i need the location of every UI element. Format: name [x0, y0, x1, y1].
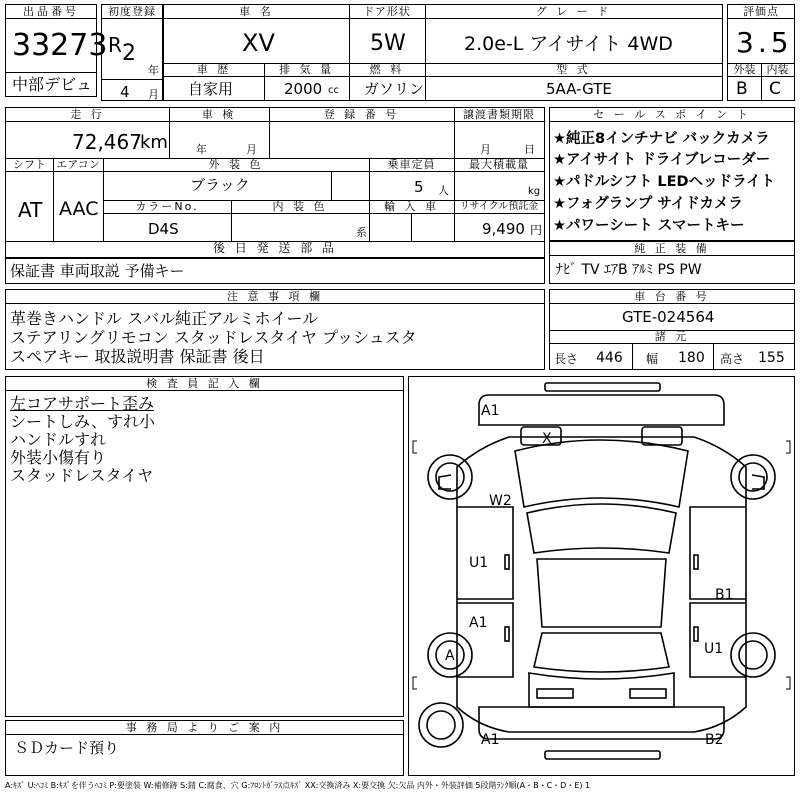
- shift-value: AT: [18, 198, 43, 222]
- notes-line-1: 革巻きハンドル スバル純正アルミホイール: [10, 309, 319, 328]
- first-reg-era: R: [108, 33, 122, 57]
- inspection-year-unit: 年: [196, 143, 207, 156]
- mileage-unit: km: [140, 132, 168, 153]
- width-value: 180: [678, 350, 705, 366]
- ext-score-value: B: [736, 79, 748, 99]
- int-score-value: C: [769, 79, 781, 99]
- equipment-box: [549, 241, 795, 284]
- office-box: [5, 720, 404, 776]
- inspector-line-5: スタッドレスタイヤ: [10, 466, 154, 485]
- door-value: 5W: [370, 31, 406, 56]
- recycle-unit: 円: [530, 223, 543, 237]
- ext-color-value: ブラック: [190, 176, 250, 194]
- capacity-unit: 人: [438, 184, 449, 197]
- chassis-label: 車 台 番 号: [550, 290, 794, 304]
- selling-point-5: ★パワーシート スマートキー: [553, 218, 745, 234]
- ext-color-label: 外 装 色: [103, 158, 369, 172]
- history-value: 自家用: [188, 80, 234, 98]
- ac-label: エアコン: [53, 158, 103, 172]
- notes-line-2: ステアリングリモコン スタッドレスタイヤ プッシュスタ: [10, 328, 417, 347]
- equipment-value: ﾅﾋﾞ TV ｴｱB ｱﾙﾐ PS PW: [556, 262, 702, 278]
- selling-point-4: ★フォグランプ サイドカメラ: [553, 196, 743, 212]
- recycle-label: リサイクル預託金: [454, 200, 544, 214]
- office-label: 事 務 局 よ り ご 案 内: [6, 721, 403, 735]
- mark-right-rear-quarter: U1: [704, 641, 724, 657]
- int-color-label: 内 装 色: [231, 200, 369, 214]
- first-reg-box: [101, 4, 163, 101]
- import-label: 輸 入 車: [369, 200, 454, 214]
- height-value: 155: [758, 350, 785, 366]
- selling-point-3: ★パドルシフト LEDヘッドライト: [553, 174, 776, 190]
- displacement-label: 排 気 量: [264, 63, 349, 77]
- inspector-line-1: 左コアサポート歪み: [10, 394, 155, 413]
- lot-label: 出品番号: [6, 5, 96, 19]
- height-label: 高さ: [720, 352, 745, 366]
- score-label: 評価点: [728, 5, 794, 19]
- int-score-label: 内装: [761, 63, 794, 77]
- max-load-label: 最大積載量: [454, 158, 544, 172]
- inspector-label: 検 査 員 記 入 欄: [6, 377, 403, 391]
- capacity-label: 乗車定員: [369, 158, 454, 172]
- int-color-suffix: 系: [356, 226, 367, 239]
- detail-grid: [5, 107, 545, 259]
- mark-left-front-fender: W2: [489, 493, 512, 509]
- shift-label: シフト: [6, 158, 53, 172]
- capacity-value: 5: [414, 178, 424, 196]
- later-parts-value: 保証書 車両取説 予備キー: [10, 262, 185, 280]
- width-label: 幅: [646, 352, 659, 366]
- score-box: [727, 4, 795, 101]
- inspection-month-unit: 月: [246, 143, 257, 156]
- notes-line-3: スペアキー 取扱説明書 保証書 後日: [10, 347, 265, 366]
- selling-points-box: [549, 107, 795, 241]
- displacement-value: 2000: [284, 80, 323, 98]
- mark-right-rear-door: B1: [715, 587, 734, 603]
- mileage-value: 72,467: [72, 130, 142, 154]
- car-outline: [409, 377, 794, 775]
- inspection-label: 車 検: [169, 108, 269, 122]
- notes-label: 注 意 事 項 欄: [6, 290, 544, 304]
- reg-no-label: 登 録 番 号: [269, 108, 454, 122]
- inspector-line-3: ハンドルすれ: [10, 430, 107, 449]
- color-no-label: カラーNo.: [103, 200, 231, 214]
- legend: A:ｷｽﾞ U:ﾍｺﾐ B:ｷｽﾞを伴うﾍｺﾐ P:要塗装 W:補修跡 S:錆 C:腐食、穴 G:ﾌﾛﾝﾄｶﾞﾗｽ点ｷｽﾞ XX:交換済み X:要交換 欠:欠品 内外・外装評価 5段階ﾗﾝｸ順(A・B・C・D・E) 1: [5, 781, 591, 790]
- ext-score-label: 外装: [728, 63, 761, 77]
- fuel-value: ガソリン: [364, 80, 425, 98]
- chassis-box: [549, 289, 795, 370]
- damage-diagram: [408, 376, 795, 776]
- inspector-line-4: 外装小傷有り: [10, 448, 107, 467]
- chassis-value: GTE-024564: [622, 308, 715, 326]
- grade-label: グ レ ー ド: [425, 5, 722, 19]
- lot-box: [5, 4, 108, 97]
- later-parts-label: 後 日 発 送 部 品: [212, 241, 338, 255]
- dims-label: 諸 元: [550, 330, 794, 344]
- spec-grid: [163, 4, 723, 101]
- office-value: ＳＤカード預り: [14, 739, 120, 757]
- mark-left-rear-wheel: A: [445, 648, 455, 664]
- mark-windshield: X: [542, 431, 552, 447]
- car-name-label: 車 名: [164, 5, 349, 19]
- ac-value: AAC: [59, 198, 99, 220]
- mark-front-bumper: A1: [481, 403, 500, 419]
- selling-point-1: ★純正8インチナビ バックカメラ: [553, 131, 770, 147]
- length-label: 長さ: [554, 352, 579, 366]
- later-parts-value-box: [5, 257, 545, 284]
- grade-value: 2.0e-L アイサイト 4WD: [464, 33, 673, 55]
- transfer-month-unit: 月: [480, 143, 491, 156]
- first-reg-year-unit: 年: [148, 64, 159, 77]
- first-reg-year: 2: [122, 41, 136, 66]
- length-value: 446: [596, 350, 623, 366]
- fuel-label: 燃 料: [349, 63, 425, 77]
- mileage-label: 走 行: [6, 108, 169, 122]
- displacement-unit: cc: [328, 85, 339, 96]
- mark-rear-right: B2: [705, 732, 724, 748]
- mark-left-front-door: U1: [469, 555, 489, 571]
- recycle-value: 9,490: [482, 220, 525, 238]
- car-name-value: XV: [242, 29, 275, 57]
- max-load-unit: kg: [528, 186, 541, 197]
- venue: 中部デビュ: [12, 75, 93, 94]
- model-value: 5AA-GTE: [546, 80, 612, 98]
- mark-rear-left: A1: [481, 732, 500, 748]
- history-label: 車 歴: [164, 63, 264, 77]
- selling-point-2: ★アイサイト ドライブレコーダー: [553, 152, 771, 168]
- lot-number: 33273: [12, 28, 108, 63]
- score-value: 3.5: [736, 26, 793, 59]
- door-label: ドア形状: [349, 5, 425, 19]
- notes-box: [5, 289, 545, 370]
- inspector-box: [5, 376, 404, 717]
- transfer-label: 譲渡書類期限: [454, 108, 544, 122]
- equipment-label: 純 正 装 備: [550, 242, 794, 256]
- inspector-line-2: シートしみ、すれ小: [10, 412, 155, 431]
- first-reg-month-unit: 月: [148, 88, 159, 101]
- first-reg-label: 初度登録: [102, 5, 162, 19]
- first-reg-month: 4: [120, 83, 130, 101]
- transfer-day-unit: 日: [524, 143, 535, 156]
- color-no-value: D4S: [148, 220, 179, 238]
- mark-left-rear-door: A1: [469, 615, 488, 631]
- model-label: 型 式: [425, 63, 722, 77]
- selling-points-label: セ ー ル ス ポ イ ン ト: [550, 108, 794, 122]
